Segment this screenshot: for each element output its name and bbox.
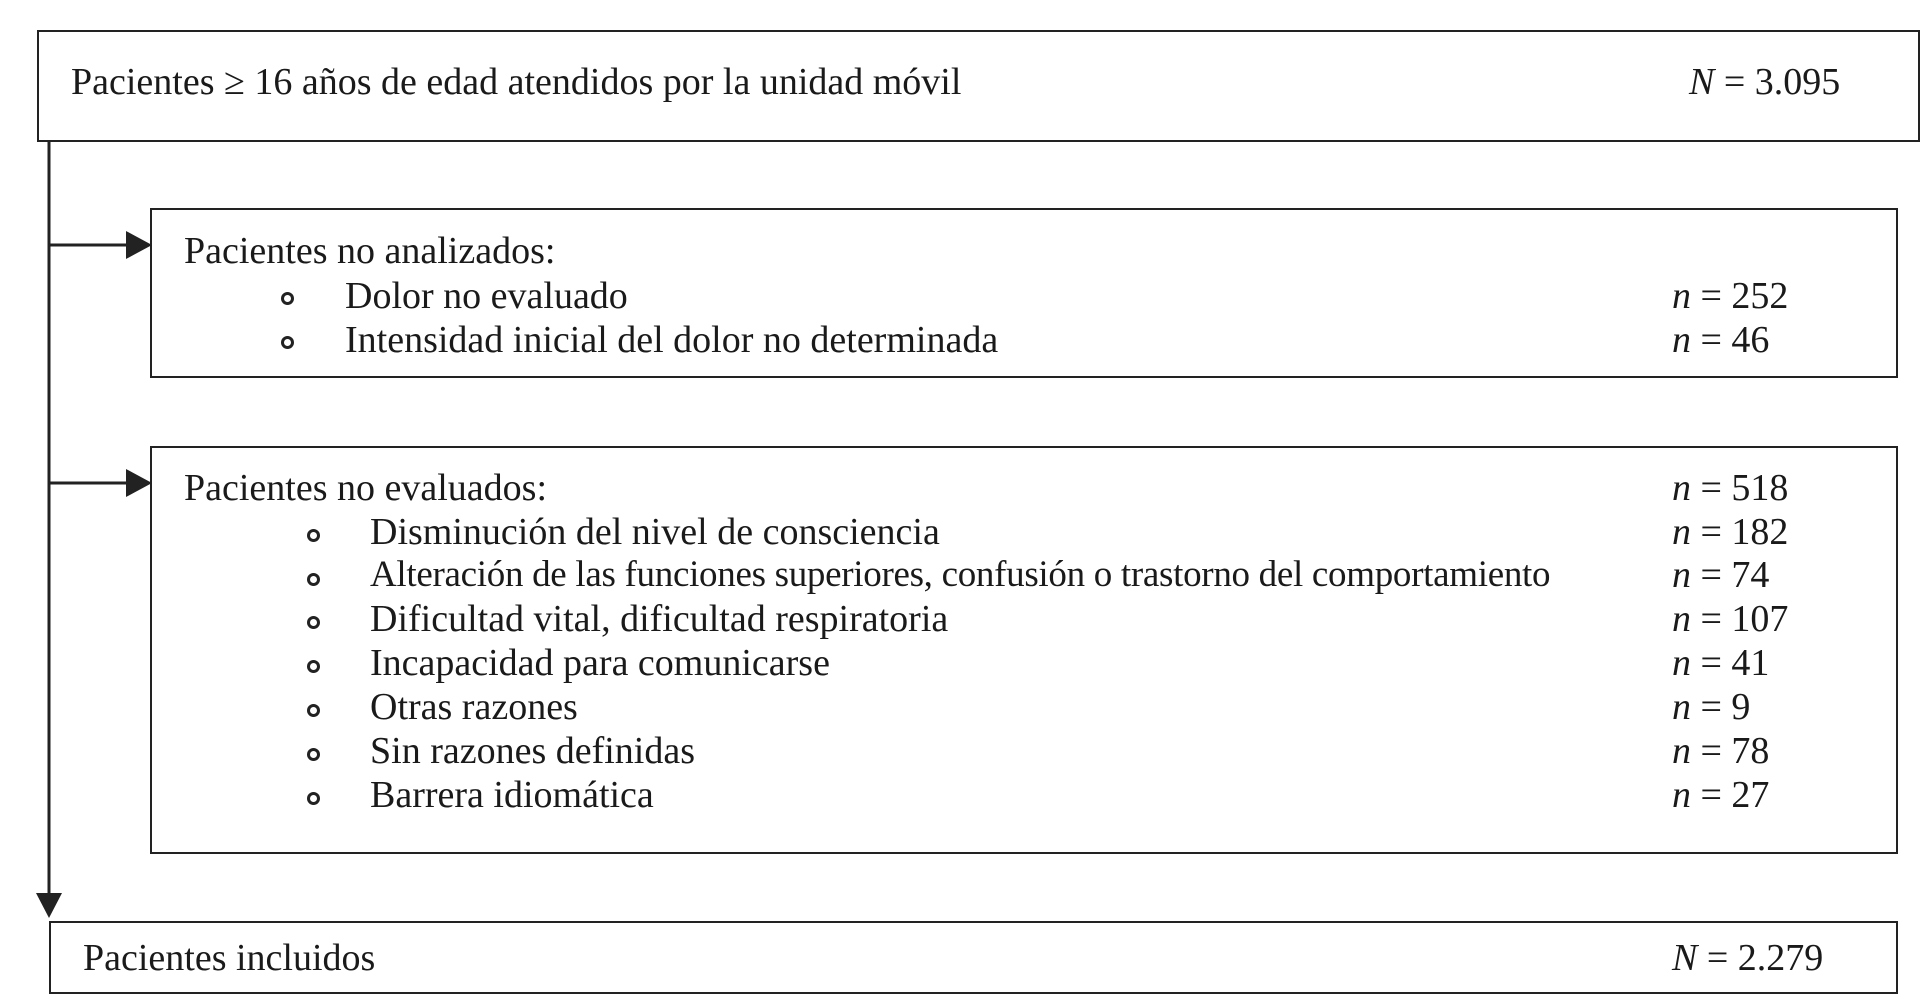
- arrowhead-not-evaluated: [126, 469, 152, 497]
- not-analyzed-item-label: Dolor no evaluado: [345, 275, 628, 317]
- not-analyzed-item-count: n = 252: [1672, 275, 1789, 317]
- not-evaluated-item-count: n = 78: [1672, 730, 1770, 772]
- bottom-box-count: N = 2.279: [1672, 937, 1824, 979]
- bottom-box: [49, 921, 1898, 994]
- bullet-icon: [307, 704, 320, 717]
- not-evaluated-item-label: Otras razones: [370, 686, 578, 728]
- bullet-icon: [307, 616, 320, 629]
- not-evaluated-item-label: Dificultad vital, dificultad respiratoria: [370, 598, 949, 640]
- bullet-icon: [281, 336, 294, 349]
- not-analyzed-title: Pacientes no analizados:: [184, 230, 556, 272]
- not-evaluated-item-label: Disminución del nivel de consciencia: [370, 511, 940, 553]
- not-evaluated-item-count: n = 41: [1672, 642, 1770, 684]
- not-evaluated-item-count: n = 107: [1672, 598, 1789, 640]
- not-evaluated-item-label: Sin razones definidas: [370, 730, 696, 772]
- not-evaluated-box: [150, 446, 1898, 854]
- bullet-icon: [307, 748, 320, 761]
- not-evaluated-item-label: Alteración de las funciones superiores, confusión o trastorno del comportamiento: [370, 554, 1551, 595]
- bullet-icon: [307, 529, 320, 542]
- bottom-box-label: Pacientes incluidos: [83, 937, 376, 979]
- bullet-icon: [281, 292, 294, 305]
- not-evaluated-item-count: n = 74: [1672, 554, 1770, 596]
- down-arrowhead: [36, 893, 62, 918]
- bullet-icon: [307, 792, 320, 805]
- not-analyzed-box: [150, 208, 1898, 378]
- arrowhead-not-analyzed: [126, 231, 152, 259]
- not-analyzed-item-label: Intensidad inicial del dolor no determinada: [345, 319, 999, 361]
- not-evaluated-total: n = 518: [1672, 467, 1789, 509]
- not-evaluated-title: Pacientes no evaluados:: [184, 467, 548, 509]
- bullet-icon: [307, 660, 320, 673]
- not-evaluated-item-label: Barrera idiomática: [370, 774, 654, 816]
- not-evaluated-item-count: n = 9: [1672, 686, 1751, 728]
- top-box: [37, 30, 1920, 142]
- not-evaluated-item-count: n = 27: [1672, 774, 1770, 816]
- not-analyzed-item-count: n = 46: [1672, 319, 1770, 361]
- top-box-count: N = 3.095: [1689, 61, 1841, 103]
- bullet-icon: [307, 573, 320, 586]
- not-evaluated-item-count: n = 182: [1672, 511, 1789, 553]
- top-box-label: Pacientes ≥ 16 años de edad atendidos por la unidad móvil: [71, 61, 962, 103]
- not-evaluated-item-label: Incapacidad para comunicarse: [370, 642, 830, 684]
